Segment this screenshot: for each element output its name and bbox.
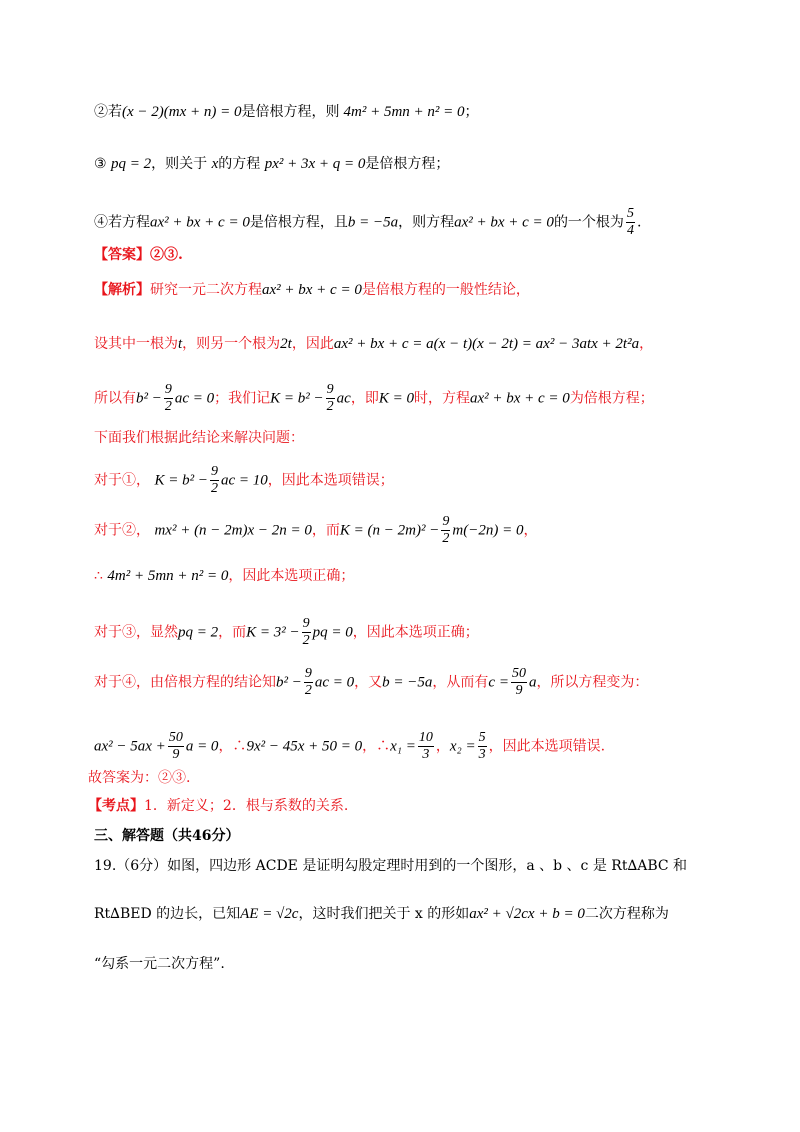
text: 三、解答题（共46分） xyxy=(94,828,240,844)
text: ，∴ xyxy=(362,738,391,755)
para-4 xyxy=(94,464,394,497)
math: ac = 0 xyxy=(174,390,215,407)
stmt-2 xyxy=(94,102,479,122)
math: K = 3² − xyxy=(246,624,300,641)
denominator: 2 xyxy=(442,531,450,546)
math: 4m² + 5mn + n² = 0 xyxy=(343,104,465,120)
denominator: 4 xyxy=(626,223,634,238)
math: pq = 0 xyxy=(312,624,353,641)
text: 是倍根方程的一般性结论， xyxy=(361,282,530,298)
text: ， xyxy=(639,336,654,352)
text: 对于②， xyxy=(94,522,150,539)
math: ax² + bx + c = 0 xyxy=(469,390,570,407)
numerator: 9 xyxy=(302,616,310,631)
text: ，因此本选项正确； xyxy=(228,568,355,584)
text: 的一个根为 xyxy=(553,214,624,231)
math: ax² + bx + c = a(x − t)(x − 2t) = ax² − 3atx + 2t²a xyxy=(333,336,640,352)
para-2 xyxy=(94,382,654,415)
analysis-tag: 【解析】 xyxy=(94,282,150,298)
fraction xyxy=(626,206,635,239)
denominator: 2 xyxy=(210,481,218,496)
denominator: 3 xyxy=(422,747,430,762)
numerator: 10 xyxy=(418,730,433,745)
text: ，则另一个根为 xyxy=(182,336,281,352)
fraction xyxy=(478,730,487,763)
text: ；我们记 xyxy=(214,390,271,407)
math: pq = 2 xyxy=(178,624,219,641)
numerator: 50 xyxy=(511,666,526,681)
stmt-4 xyxy=(94,206,641,239)
text: 为倍根方程； xyxy=(569,390,654,407)
numerator: 9 xyxy=(326,382,334,397)
denominator: 2 xyxy=(326,399,334,414)
numerator: 9 xyxy=(304,666,312,681)
para-5 xyxy=(94,514,537,547)
text: 设其中一根为 xyxy=(94,336,178,352)
math: 9x² − 45x + 50 = 0 xyxy=(246,738,363,755)
text: ，而 xyxy=(218,624,247,641)
q19-line-2 xyxy=(94,904,669,924)
text: ④若方程 xyxy=(94,214,150,231)
math: ac = 10 xyxy=(220,472,268,489)
math: a xyxy=(528,674,537,691)
math: b² − xyxy=(276,674,302,691)
text: ∴ xyxy=(94,568,103,584)
para-3 xyxy=(94,428,304,448)
denominator: 3 xyxy=(478,747,486,762)
kaodian-value: 1．新定义；2．根与系数的关系. xyxy=(144,798,349,814)
math: m(−2n) = 0 xyxy=(452,522,524,539)
text: ③ xyxy=(94,156,107,172)
math: ac = 0 xyxy=(314,674,355,691)
kaodian-tag: 【考点】 xyxy=(88,798,144,814)
math: ax² + bx + c = 0 xyxy=(454,214,554,231)
numerator: 5 xyxy=(626,206,634,221)
text: . xyxy=(636,214,642,231)
para-7 xyxy=(94,616,479,649)
para-6 xyxy=(94,566,354,586)
math: b² − xyxy=(136,390,162,407)
text: ，则方程 xyxy=(398,214,455,231)
text: “勾系一元二次方程”. xyxy=(94,956,225,972)
analysis-line xyxy=(94,280,530,300)
math: x xyxy=(211,156,219,172)
text: 是倍根方程，且 xyxy=(249,214,348,231)
math: x₁ = xyxy=(390,738,416,755)
math: ac xyxy=(336,390,351,407)
numerator: 5 xyxy=(478,730,486,745)
math: mx² + (n − 2m)x − 2n = 0 xyxy=(154,522,312,539)
q19-line-3 xyxy=(94,954,225,974)
text: 二次方程称为 xyxy=(584,906,669,922)
text: ，因此本选项正确； xyxy=(352,624,479,641)
denominator: 2 xyxy=(304,683,312,698)
math: K = b² − xyxy=(154,472,208,489)
fraction xyxy=(304,666,313,699)
text: ，即 xyxy=(350,390,379,407)
stmt-3 xyxy=(94,154,449,174)
text: ， xyxy=(435,738,450,755)
fraction xyxy=(418,730,434,763)
answer-tag: 【答案】 xyxy=(94,247,150,263)
text: ， xyxy=(523,522,538,539)
text: ，所以方程变为： xyxy=(536,674,649,691)
math: c = xyxy=(488,674,509,691)
math: (x − 2)(mx + n) = 0 xyxy=(122,104,242,120)
math: t xyxy=(178,336,183,352)
math: ax² + √2cx + b = 0 xyxy=(469,906,585,922)
text: 的方程 xyxy=(218,156,261,172)
denominator: 9 xyxy=(515,683,523,698)
text: ，这时我们把关于 x 的形如 xyxy=(298,906,470,922)
text: 下面我们根据此结论来解决问题： xyxy=(94,430,304,446)
math: ax² + bx + c = 0 xyxy=(262,282,362,298)
text: ，∴ xyxy=(218,738,247,755)
math: b = −5a xyxy=(382,674,433,691)
text: 研究一元二次方程 xyxy=(150,282,262,298)
text: ，因此本选项错误. xyxy=(488,738,606,755)
math: b = −5a xyxy=(347,214,399,231)
numerator: 9 xyxy=(210,464,218,479)
fraction xyxy=(326,382,335,415)
kaodian-line xyxy=(88,796,348,816)
fraction xyxy=(441,514,450,547)
para-9 xyxy=(94,730,605,763)
answer-line xyxy=(94,245,183,265)
denominator: 2 xyxy=(164,399,172,414)
text: 时，方程 xyxy=(413,390,470,407)
text: 对于④，由倍根方程的结论知 xyxy=(94,674,276,691)
q19-line-1 xyxy=(94,856,687,876)
numerator: 9 xyxy=(164,382,172,397)
text: 是倍根方程，则 xyxy=(241,104,340,120)
math: K = 0 xyxy=(378,390,414,407)
text: 所以有 xyxy=(94,390,136,407)
math: pq = 2 xyxy=(111,156,152,172)
text: ，而 xyxy=(311,522,340,539)
math: x₂ = xyxy=(449,738,476,755)
text: ，则关于 xyxy=(151,156,208,172)
text: 是倍根方程； xyxy=(365,156,450,172)
fraction xyxy=(511,666,527,699)
fraction xyxy=(168,730,184,763)
text: 19.（6分）如图，四边形 ACDE 是证明勾股定理时用到的一个图形，a 、b 、c 是 Rt∆ABC 和 xyxy=(94,858,688,874)
fraction xyxy=(210,464,219,497)
math: ax² − 5ax + xyxy=(94,738,166,755)
text: ，从而有 xyxy=(432,674,489,691)
math: K = (n − 2m)² − xyxy=(339,522,440,539)
text: 故答案为：②③. xyxy=(88,770,191,786)
math: K = b² − xyxy=(270,390,324,407)
text: 对于③，显然 xyxy=(94,624,178,641)
text: ，因此 xyxy=(291,336,334,352)
answer-value: ②③. xyxy=(150,247,183,263)
text: 对于①， xyxy=(94,472,150,489)
text: ，因此本选项错误； xyxy=(267,472,394,489)
section-title xyxy=(94,826,239,846)
para-1 xyxy=(94,334,653,354)
text: ，又 xyxy=(354,674,383,691)
denominator: 2 xyxy=(302,633,310,648)
text: ； xyxy=(464,104,479,120)
math: AE = √2c xyxy=(240,906,299,922)
fraction xyxy=(302,616,311,649)
math: ax² + bx + c = 0 xyxy=(150,214,250,231)
numerator: 9 xyxy=(442,514,450,529)
text: Rt∆BED 的边长，已知 xyxy=(94,906,241,922)
math: 4m² + 5mn + n² = 0 xyxy=(107,568,229,584)
math: a = 0 xyxy=(185,738,219,755)
text: ②若 xyxy=(94,104,122,120)
fraction xyxy=(164,382,173,415)
para-10 xyxy=(88,768,190,788)
numerator: 50 xyxy=(168,730,183,745)
math: px² + 3x + q = 0 xyxy=(264,156,366,172)
denominator: 9 xyxy=(172,747,180,762)
para-8 xyxy=(94,666,648,699)
math: 2t xyxy=(280,336,292,352)
